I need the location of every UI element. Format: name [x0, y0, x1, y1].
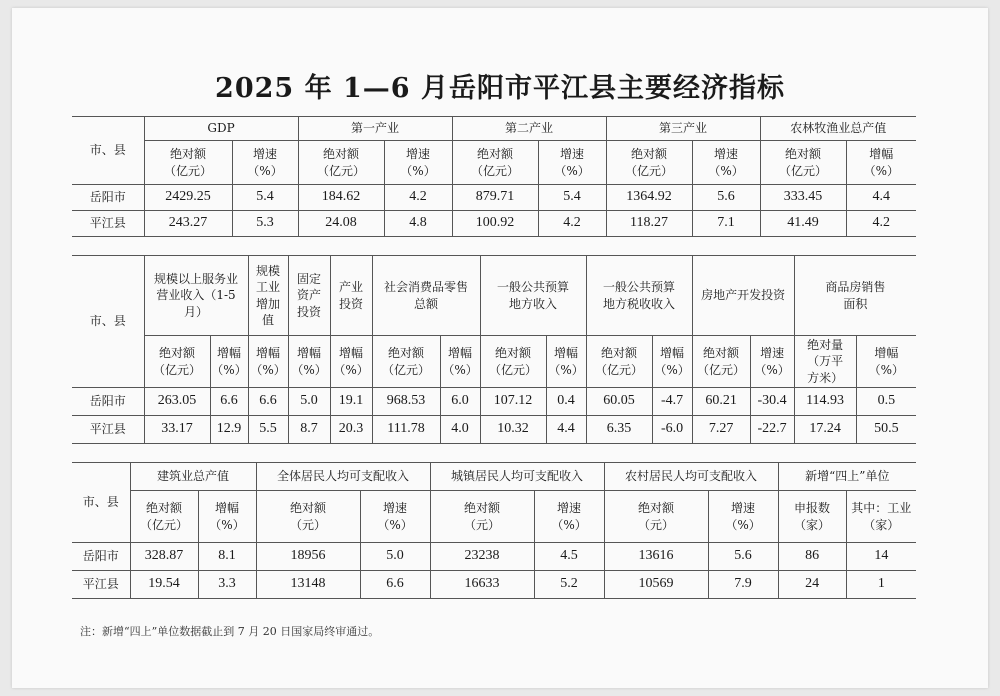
cell: 86 — [778, 543, 846, 571]
region-name: 岳阳市 — [72, 185, 144, 211]
cell: 5.3 — [232, 211, 298, 237]
cell: 0.5 — [856, 388, 916, 416]
sub-header: 增速 （%） — [232, 141, 298, 185]
cell: 328.87 — [130, 543, 198, 571]
group-header: GDP — [144, 117, 298, 141]
group-header: 商品房销售 面积 — [794, 256, 916, 336]
cell: 6.35 — [586, 416, 652, 444]
cell: 8.1 — [198, 543, 256, 571]
sub-header: 绝对额 （亿元） — [760, 141, 846, 185]
cell: -22.7 — [750, 416, 794, 444]
cell: 19.1 — [330, 388, 372, 416]
sub-header: 绝对量 （万平 方米） — [794, 336, 856, 388]
sub-header: 绝对额 （亿元） — [606, 141, 692, 185]
sub-header: 增幅 （%） — [248, 336, 288, 388]
cell: 60.05 — [586, 388, 652, 416]
region-name: 平江县 — [72, 211, 144, 237]
sub-header: 绝对额 （元） — [430, 491, 534, 543]
group-header: 新增“四上”单位 — [778, 463, 916, 491]
cell: 111.78 — [372, 416, 440, 444]
cell: 107.12 — [480, 388, 546, 416]
sub-header: 绝对额 （亿元） — [130, 491, 198, 543]
group-header: 农村居民人均可支配收入 — [604, 463, 778, 491]
cell: 114.93 — [794, 388, 856, 416]
cell: 5.4 — [538, 185, 606, 211]
cell: 5.0 — [360, 543, 430, 571]
group-header: 第一产业 — [298, 117, 452, 141]
footnote: 注：新增“四上”单位数据截止到 7 月 20 日国家局终审通过。 — [80, 625, 380, 638]
sub-header: 其中：工业 （家） — [846, 491, 916, 543]
cell: 5.5 — [248, 416, 288, 444]
cell: 5.2 — [534, 571, 604, 599]
sub-header: 增幅 （%） — [288, 336, 330, 388]
cell: 17.24 — [794, 416, 856, 444]
table-gdp — [72, 116, 916, 237]
page-title: 2025 年 1—6 月岳阳市平江县主要经济指标 — [215, 73, 785, 104]
cell: 18956 — [256, 543, 360, 571]
cell: 2429.25 — [144, 185, 232, 211]
sub-header: 增幅 （%） — [210, 336, 248, 388]
group-header: 农林牧渔业总产值 — [760, 117, 916, 141]
cell: 6.6 — [210, 388, 248, 416]
sub-header: 增速 （%） — [360, 491, 430, 543]
group-header: 一般公共预算 地方收入 — [480, 256, 586, 336]
cell: 33.17 — [144, 416, 210, 444]
cell: 50.5 — [856, 416, 916, 444]
cell: 7.1 — [692, 211, 760, 237]
sub-header: 绝对额 （亿元） — [586, 336, 652, 388]
group-header: 规模 工业 增加 值 — [248, 256, 288, 336]
cell: 243.27 — [144, 211, 232, 237]
cell: 263.05 — [144, 388, 210, 416]
cell: 4.4 — [546, 416, 586, 444]
cell: 60.21 — [692, 388, 750, 416]
group-header: 房地产开发投资 — [692, 256, 794, 336]
cell: 20.3 — [330, 416, 372, 444]
cell: 6.6 — [248, 388, 288, 416]
sub-header: 增速 （%） — [534, 491, 604, 543]
cell: 3.3 — [198, 571, 256, 599]
sub-header: 增幅 （%） — [846, 141, 916, 185]
row-header: 市、县 — [72, 117, 144, 185]
group-header: 城镇居民人均可支配收入 — [430, 463, 604, 491]
group-header: 固定 资产 投资 — [288, 256, 330, 336]
group-header: 产业 投资 — [330, 256, 372, 336]
cell: 4.2 — [384, 185, 452, 211]
sub-header: 增速 （%） — [708, 491, 778, 543]
sub-header: 增速 （%） — [750, 336, 794, 388]
cell: 16633 — [430, 571, 534, 599]
cell: 879.71 — [452, 185, 538, 211]
cell: 8.7 — [288, 416, 330, 444]
sub-header: 绝对额 （亿元） — [372, 336, 440, 388]
cell: 5.6 — [708, 543, 778, 571]
cell: -30.4 — [750, 388, 794, 416]
cell: 1364.92 — [606, 185, 692, 211]
cell: 5.4 — [232, 185, 298, 211]
cell: 7.27 — [692, 416, 750, 444]
sub-header: 绝对额 （亿元） — [452, 141, 538, 185]
cell: 24.08 — [298, 211, 384, 237]
cell: 12.9 — [210, 416, 248, 444]
cell: 5.6 — [692, 185, 760, 211]
cell: 4.4 — [846, 185, 916, 211]
cell: 4.8 — [384, 211, 452, 237]
sub-header: 绝对额 （亿元） — [480, 336, 546, 388]
sub-header: 增幅 （%） — [856, 336, 916, 388]
cell: 1 — [846, 571, 916, 599]
table-row — [72, 185, 916, 211]
cell: -4.7 — [652, 388, 692, 416]
table-income — [72, 462, 916, 599]
sub-header: 绝对额 （亿元） — [144, 141, 232, 185]
cell: 5.0 — [288, 388, 330, 416]
group-header: 社会消费品零售 总额 — [372, 256, 480, 336]
sub-header: 增速 （%） — [692, 141, 760, 185]
group-header: 第二产业 — [452, 117, 606, 141]
cell: 184.62 — [298, 185, 384, 211]
region-name: 岳阳市 — [72, 388, 144, 416]
cell: 4.5 — [534, 543, 604, 571]
group-header: 规模以上服务业营业收入（1-5月） — [144, 256, 248, 336]
cell: 19.54 — [130, 571, 198, 599]
cell: 0.4 — [546, 388, 586, 416]
cell: 13148 — [256, 571, 360, 599]
sub-header: 增幅 （%） — [652, 336, 692, 388]
sub-header: 增幅 （%） — [546, 336, 586, 388]
cell: 118.27 — [606, 211, 692, 237]
sub-header: 绝对额 （元） — [256, 491, 360, 543]
sub-header: 绝对额 （亿元） — [144, 336, 210, 388]
cell: 14 — [846, 543, 916, 571]
sub-header: 绝对额 （亿元） — [692, 336, 750, 388]
region-name: 平江县 — [72, 416, 144, 444]
table-row — [72, 211, 916, 237]
sub-header: 增速 （%） — [384, 141, 452, 185]
cell: 24 — [778, 571, 846, 599]
group-header: 一般公共预算 地方税收收入 — [586, 256, 692, 336]
cell: 10.32 — [480, 416, 546, 444]
region-name: 平江县 — [72, 571, 130, 599]
cell: 4.2 — [538, 211, 606, 237]
sub-header: 增幅 （%） — [198, 491, 256, 543]
cell: 41.49 — [760, 211, 846, 237]
group-header: 全体居民人均可支配收入 — [256, 463, 430, 491]
table-row — [72, 416, 916, 444]
sub-header: 申报数 （家） — [778, 491, 846, 543]
cell: 100.92 — [452, 211, 538, 237]
sub-header: 增幅 （%） — [440, 336, 480, 388]
cell: 4.0 — [440, 416, 480, 444]
cell: 10569 — [604, 571, 708, 599]
sub-header: 绝对额 （亿元） — [298, 141, 384, 185]
region-name: 岳阳市 — [72, 543, 130, 571]
table-row — [72, 388, 916, 416]
cell: 333.45 — [760, 185, 846, 211]
row-header: 市、县 — [72, 256, 144, 388]
cell: 13616 — [604, 543, 708, 571]
cell: -6.0 — [652, 416, 692, 444]
group-header: 第三产业 — [606, 117, 760, 141]
sub-header: 增速 （%） — [538, 141, 606, 185]
table-investment — [72, 255, 916, 444]
cell: 968.53 — [372, 388, 440, 416]
cell: 7.9 — [708, 571, 778, 599]
table-row — [72, 571, 916, 599]
cell: 6.6 — [360, 571, 430, 599]
cell: 4.2 — [846, 211, 916, 237]
table-row — [72, 543, 916, 571]
cell: 23238 — [430, 543, 534, 571]
sub-header: 绝对额 （元） — [604, 491, 708, 543]
cell: 6.0 — [440, 388, 480, 416]
group-header: 建筑业总产值 — [130, 463, 256, 491]
row-header: 市、县 — [72, 463, 130, 543]
sub-header: 增幅 （%） — [330, 336, 372, 388]
